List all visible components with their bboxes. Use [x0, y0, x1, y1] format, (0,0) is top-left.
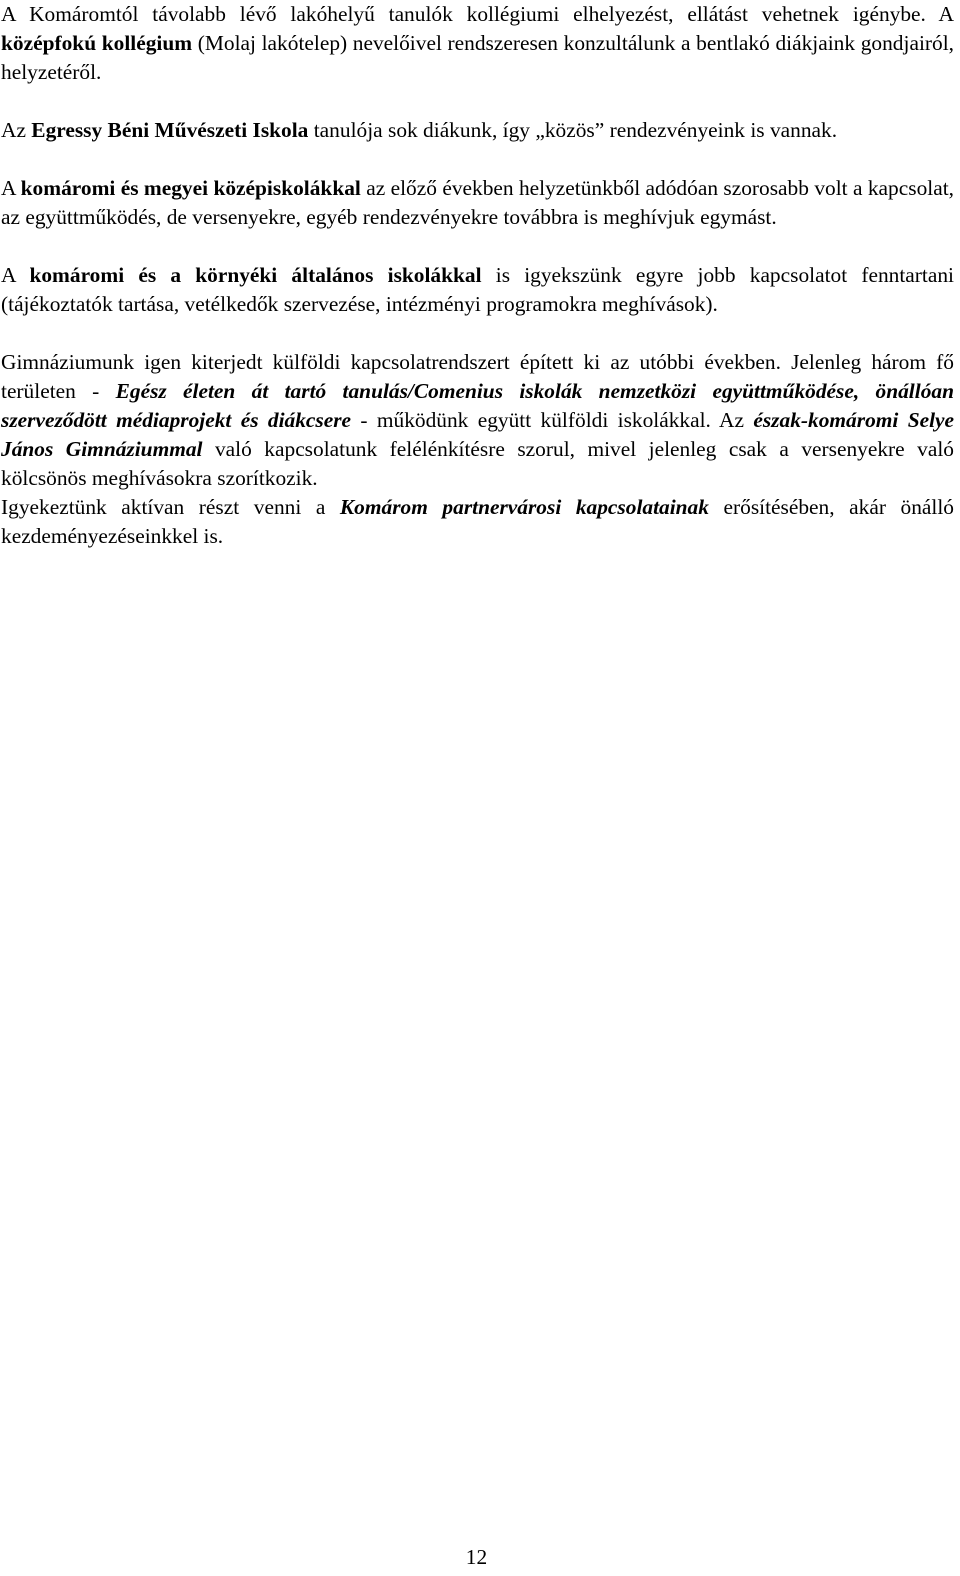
paragraph-spacer [1, 145, 954, 174]
text-run: Az [1, 118, 32, 142]
paragraph-kulfoldi-kapcsolatok [1, 348, 954, 493]
text-run: A [1, 263, 30, 287]
document-page [0, 0, 954, 551]
text-run: Igyekeztünk aktívan részt venni a [1, 495, 340, 519]
paragraph-spacer [1, 87, 954, 116]
text-run: A [1, 176, 21, 200]
text-run: is igyekszünk egyre jobb kapcsolatot fenntartani (tájékoztatók tartása, vetélkedők szervezése, intézményi programokra meghívások). [1, 263, 954, 316]
text-run: erősítésében, akár önálló kezdeményezéseinkkel is. [1, 495, 954, 548]
emphasis-kozepiskolak: komáromi és megyei középiskolákkal [20, 176, 361, 200]
paragraph-muveszeti-iskola [1, 116, 954, 145]
emphasis-selye-janos-gimnazium: észak-komáromi Selye János Gimnáziummal [1, 408, 955, 461]
text-run: az előző években helyzetünkből adódóan szorosabb volt a kapcsolat, az együttműködés, de versenyekre, egyéb rendezvényekre továbbra is meghívjuk egymást. [1, 176, 954, 229]
text-run: tanulója sok diákunk, így „közös” rendezvényeink is vannak. [308, 118, 838, 142]
text-run: A Komáromtól távolabb lévő lakóhelyű tanulók kollégiumi elhelyezést, ellátást vehetnek igénybe. A [1, 2, 954, 26]
text-run: való kapcsolatunk felélénkítésre szorul, mivel jelenleg csak a versenyekre való kölcsönös meghívásokra szorítkozik. [1, 437, 954, 490]
emphasis-comenius-projekt: Egész életen át tartó tanulás/Comenius iskolák nemzetközi együttműködése, önállóan szerveződött médiaprojekt és diákcsere [1, 379, 954, 432]
emphasis-partnervarosi-kapcsolatok: Komárom partnervárosi kapcsolatainak [339, 495, 709, 519]
paragraph-partnervarosok [1, 493, 954, 551]
paragraph-kollegium [1, 0, 954, 87]
page-number: 12 [465, 1545, 488, 1569]
text-run: - működünk együtt külföldi iskolákkal. Az [351, 408, 754, 432]
emphasis-muveszeti-iskola: Egressy Béni Művészeti Iskola [31, 118, 309, 142]
text-run: (Molaj lakótelep) nevelőivel rendszeresen konzultálunk a bentlakó diákjaink gondjairól, helyzetéről. [1, 31, 954, 84]
paragraph-altalanos-iskolak [1, 261, 954, 319]
text-run: Gimnáziumunk igen kiterjedt külföldi kapcsolatrendszert épített ki az utóbbi években. Jelenleg három fő területen - [1, 350, 954, 403]
paragraph-kozepiskolak [1, 174, 954, 232]
emphasis-altalanos-iskolak: komáromi és a környéki általános iskolákkal [29, 263, 482, 287]
emphasis-kollegium: középfokú kollégium [1, 31, 193, 55]
paragraph-spacer [1, 319, 954, 348]
paragraph-spacer [1, 232, 954, 261]
